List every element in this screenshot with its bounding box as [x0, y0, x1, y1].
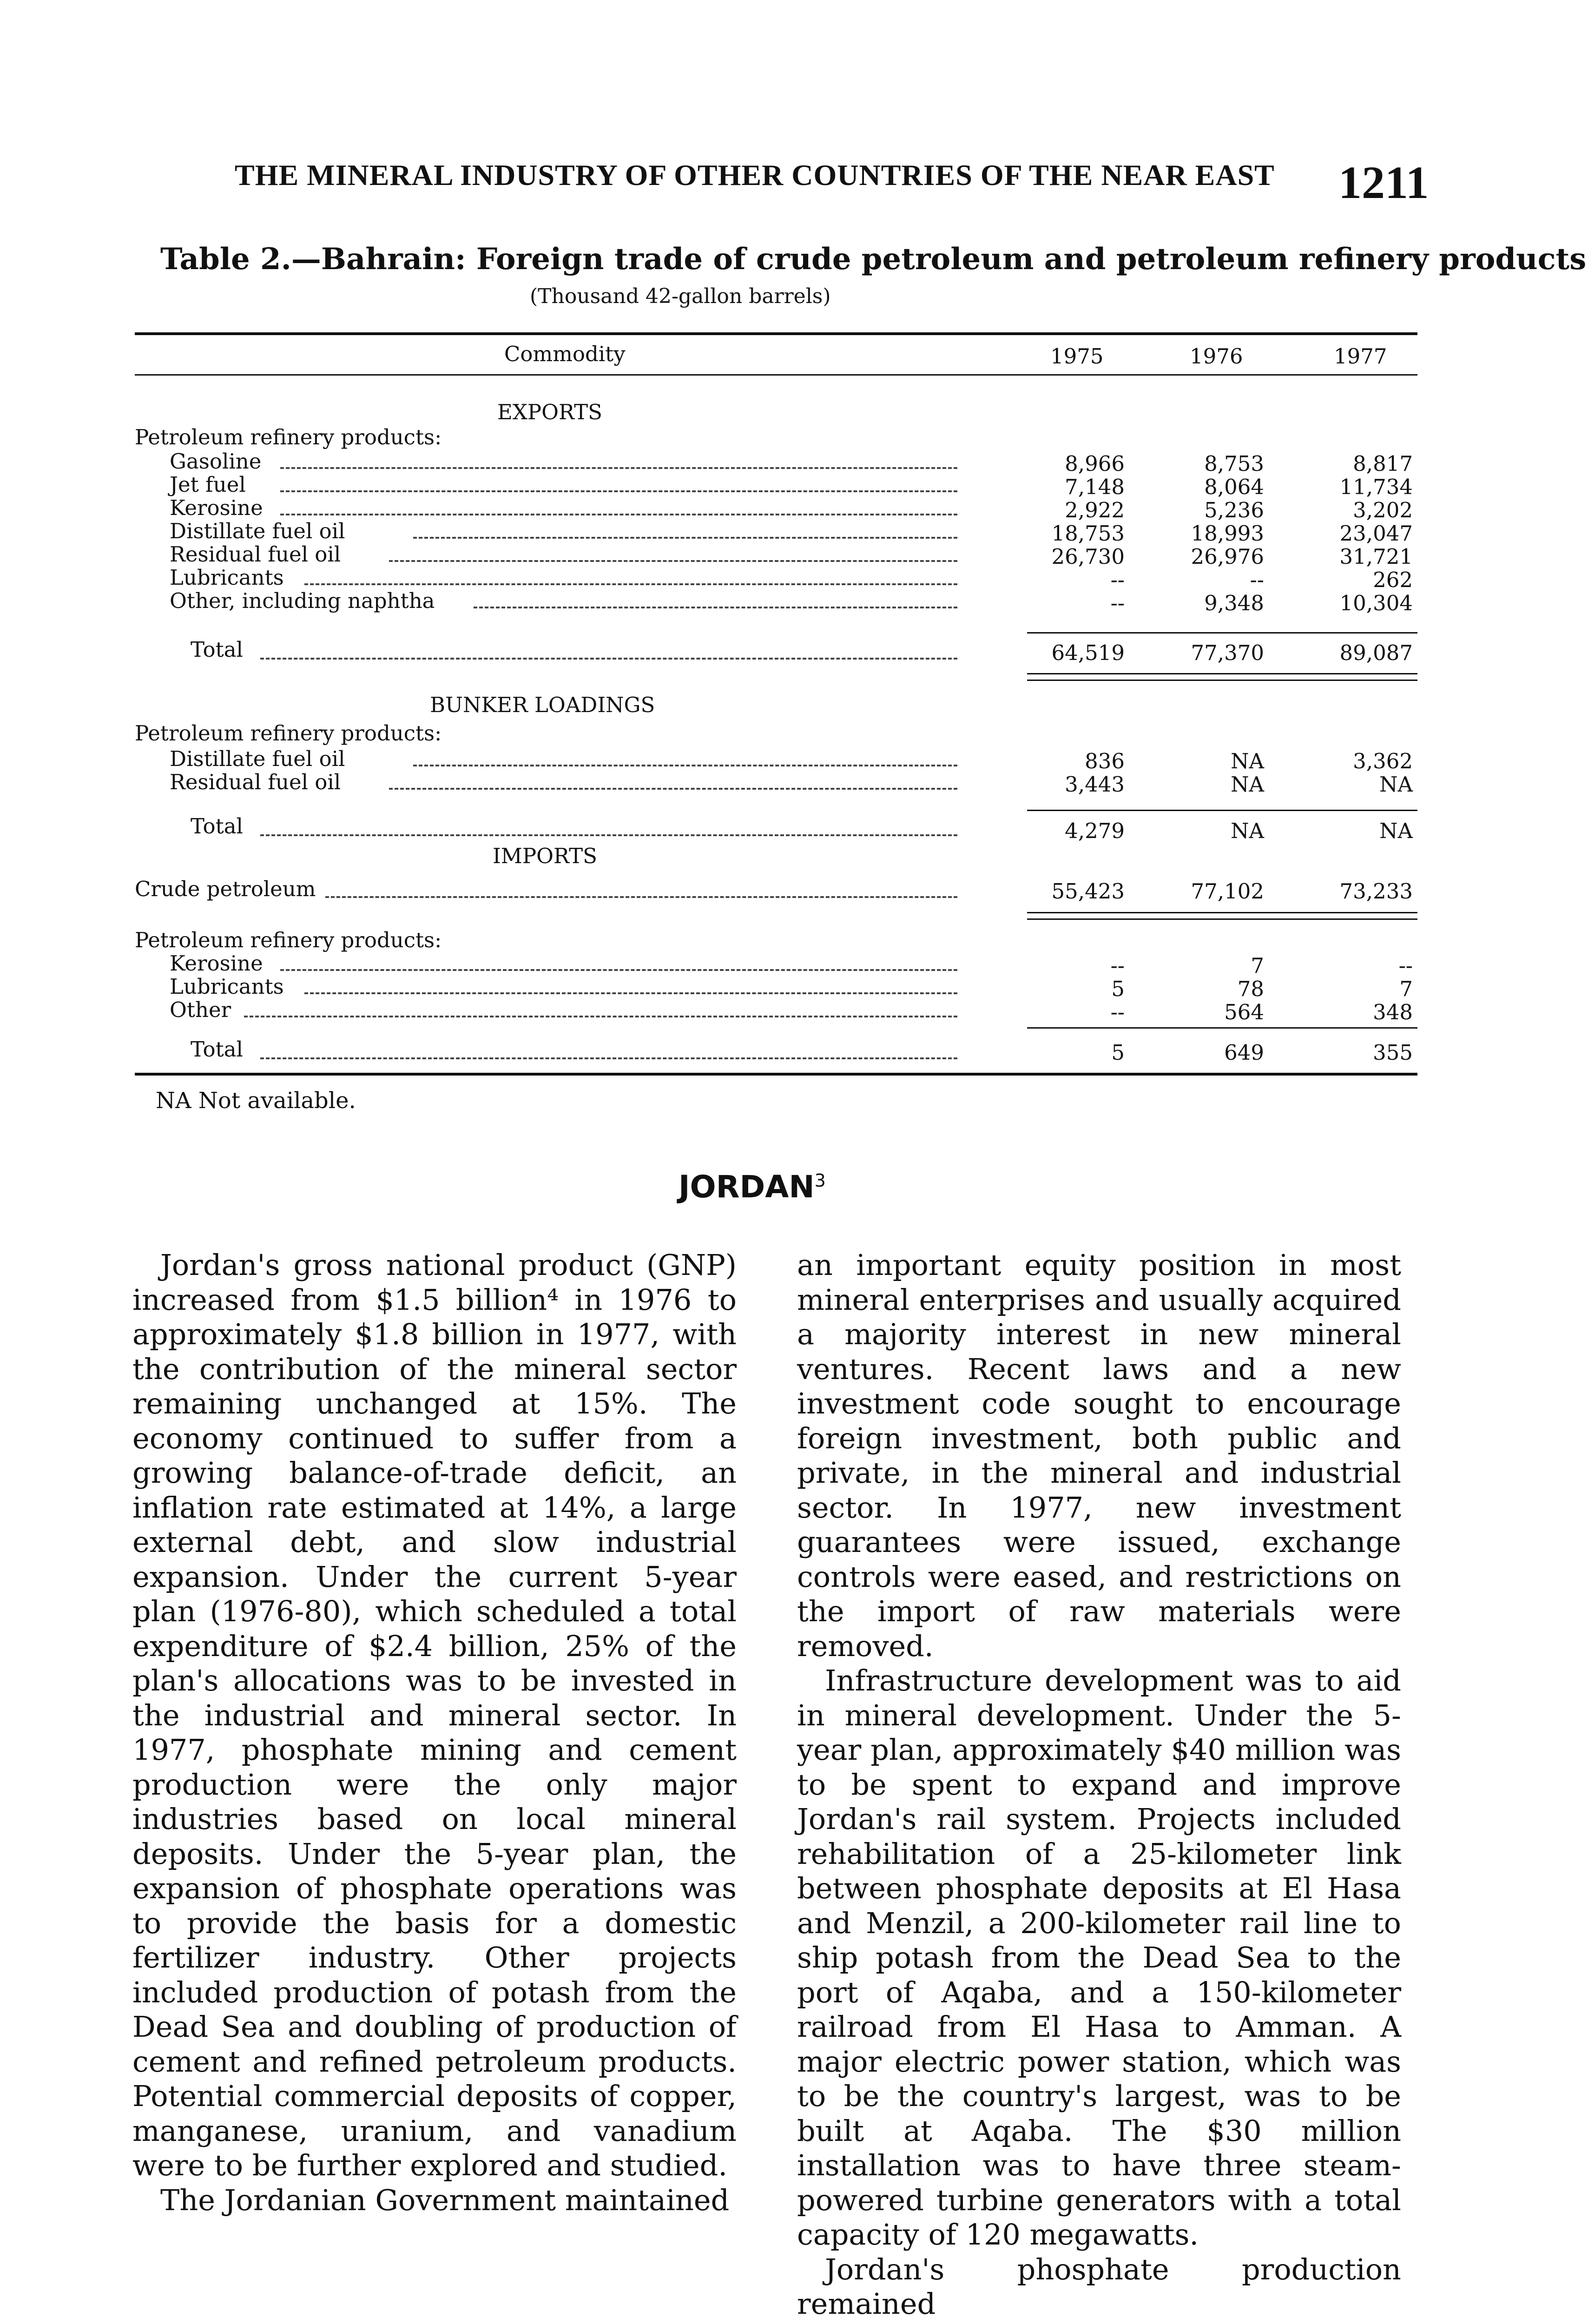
- cell-value: 3,202: [1353, 498, 1413, 522]
- cell-value: 5: [1111, 977, 1125, 1001]
- cell-value: NA: [1379, 819, 1413, 843]
- leader-dots: [304, 583, 957, 585]
- cell-value: 64,519: [1051, 640, 1125, 665]
- row-label: Residual fuel oil: [170, 542, 341, 567]
- row-label: Other, including naphtha: [170, 588, 435, 613]
- col-header-year: 1975: [1050, 344, 1104, 369]
- cell-value: 77,102: [1191, 879, 1264, 904]
- table-top-rule: [135, 332, 1417, 335]
- group-label: Petroleum refinery products:: [135, 928, 442, 952]
- heading-text: JORDAN: [679, 1169, 815, 1205]
- row-label: Other: [170, 997, 231, 1022]
- leader-dots: [260, 1057, 957, 1059]
- group-label: Petroleum refinery products:: [135, 721, 442, 746]
- row-label-total: Total: [191, 1037, 243, 1062]
- leader-dots: [280, 467, 957, 469]
- col-header-commodity: Commodity: [504, 342, 626, 366]
- section-heading-imports: IMPORTS: [493, 844, 597, 868]
- total-rule: [1027, 912, 1417, 913]
- table-caption: Table 2.—Bahrain: Foreign trade of crude petroleum and petroleum refinery products: [160, 242, 1587, 277]
- cell-value: 18,753: [1051, 521, 1125, 546]
- row-label-total: Total: [191, 637, 243, 662]
- total-rule: [1027, 918, 1417, 920]
- cell-value: 5: [1111, 1040, 1125, 1065]
- cell-value: 73,233: [1339, 879, 1413, 904]
- row-label: Jet fuel: [170, 472, 246, 497]
- cell-value: 10,304: [1339, 591, 1413, 615]
- total-rule: [1027, 673, 1417, 674]
- cell-value: 8,966: [1065, 451, 1125, 476]
- total-rule: [1027, 680, 1417, 681]
- cell-value: 7,148: [1065, 475, 1125, 499]
- cell-value: 26,976: [1191, 544, 1264, 569]
- cell-value: --: [1110, 1000, 1125, 1024]
- leader-dots: [389, 788, 957, 790]
- paragraph: Jordan's phosphate production remained: [797, 2252, 1401, 2321]
- cell-value: 18,993: [1191, 521, 1264, 546]
- cell-value: 4,279: [1065, 819, 1125, 843]
- row-label: Crude petroleum: [135, 877, 316, 901]
- cell-value: --: [1250, 568, 1264, 592]
- cell-value: 23,047: [1339, 521, 1413, 546]
- cell-value: 7: [1399, 977, 1413, 1001]
- cell-value: 9,348: [1204, 591, 1264, 615]
- leader-dots: [413, 765, 957, 766]
- leader-dots: [474, 607, 957, 608]
- subtotal-rule: [1027, 632, 1417, 634]
- text-column-right: [797, 1248, 1401, 2322]
- cell-value: --: [1110, 591, 1125, 615]
- table-header-rule: [135, 374, 1417, 376]
- cell-value: 89,087: [1339, 640, 1413, 665]
- cell-value: 8,753: [1204, 451, 1264, 476]
- cell-value: 11,734: [1339, 475, 1413, 499]
- cell-value: 5,236: [1204, 498, 1264, 522]
- row-label: Kerosine: [170, 495, 263, 520]
- cell-value: 348: [1373, 1000, 1413, 1024]
- cell-value: 78: [1237, 977, 1264, 1001]
- paragraph: Infrastructure development was to aid in mineral development. Under the 5-year plan, approximately $40 million was to be spent to expand and improve Jordan's rail system. Projects included rehabilitation of a 25-kilometer link between phosphate deposits at El Hasa and Menzil, a 200-kilometer rail line to ship potash from the Dead Sea to the port of Aqaba, and a 150-kilometer railroad from El Hasa to Amman. A major electric power station, which was to be the country's largest, was to be built at Aqaba. The $30 million installation was to have three steam-powered turbine generators with a total capacity of 120 megawatts.: [797, 1664, 1401, 2251]
- subtotal-rule: [1027, 1027, 1417, 1029]
- section-heading-bunker: BUNKER LOADINGS: [430, 693, 655, 717]
- leader-dots: [325, 896, 957, 898]
- cell-value: NA: [1231, 772, 1264, 797]
- row-label: Lubricants: [170, 974, 284, 999]
- row-label-total: Total: [191, 814, 243, 838]
- row-label: Kerosine: [170, 951, 263, 976]
- subtotal-rule: [1027, 810, 1417, 811]
- paragraph: an important equity position in most mineral enterprises and usually acquired a majority interest in new mineral ventures. Recent laws and a new investment code sought to encourage foreign investment, both public and private, in the mineral and industrial sector. In 1977, new investment guarantees were issued, exchange controls were eased, and restrictions on the import of raw materials were removed.: [797, 1248, 1401, 1663]
- cell-value: 355: [1373, 1040, 1413, 1065]
- cell-value: 564: [1224, 1000, 1264, 1024]
- col-header-year: 1976: [1190, 344, 1243, 369]
- cell-value: --: [1110, 568, 1125, 592]
- table-units: (Thousand 42-gallon barrels): [530, 284, 831, 308]
- row-label: Distillate fuel oil: [170, 519, 345, 543]
- cell-value: 3,362: [1353, 749, 1413, 773]
- leader-dots: [280, 490, 957, 492]
- cell-value: 3,443: [1065, 772, 1125, 797]
- leader-dots: [280, 969, 957, 971]
- cell-value: 55,423: [1051, 879, 1125, 904]
- leader-dots: [389, 560, 957, 562]
- cell-value: NA: [1379, 772, 1413, 797]
- leader-dots: [244, 1016, 957, 1017]
- cell-value: NA: [1231, 819, 1264, 843]
- col-header-year: 1977: [1334, 344, 1387, 369]
- cell-value: 8,817: [1353, 451, 1413, 476]
- cell-value: 26,730: [1051, 544, 1125, 569]
- footnote-ref: 3: [814, 1170, 826, 1191]
- cell-value: 31,721: [1339, 544, 1413, 569]
- cell-value: 8,064: [1204, 475, 1264, 499]
- row-label: Distillate fuel oil: [170, 746, 345, 771]
- leader-dots: [260, 834, 957, 836]
- row-label: Gasoline: [170, 449, 262, 474]
- cell-value: NA: [1231, 749, 1264, 773]
- cell-value: --: [1110, 953, 1125, 978]
- cell-value: 836: [1085, 749, 1125, 773]
- leader-dots: [413, 537, 957, 539]
- cell-value: --: [1398, 953, 1413, 978]
- section-heading-jordan: [679, 1169, 826, 1205]
- running-head: THE MINERAL INDUSTRY OF OTHER COUNTRIES OF THE NEAR EAST: [235, 158, 1275, 191]
- table-bottom-rule: [135, 1073, 1417, 1076]
- text-column-left: [132, 1248, 737, 2218]
- leader-dots: [280, 514, 957, 515]
- paragraph: The Jordanian Government maintained: [160, 2183, 730, 2217]
- page-number: 1211: [1338, 157, 1429, 208]
- cell-value: 2,922: [1065, 498, 1125, 522]
- cell-value: 262: [1373, 568, 1413, 592]
- table-footnote: NA Not available.: [156, 1088, 356, 1114]
- leader-dots: [304, 992, 957, 994]
- row-label: Residual fuel oil: [170, 770, 341, 794]
- group-label: Petroleum refinery products:: [135, 425, 442, 449]
- leader-dots: [260, 658, 957, 660]
- paragraph: Jordan's gross national product (GNP) increased from $1.5 billion⁴ in 1976 to approximately $1.8 billion in 1977, with the contribution of the mineral sector remaining unchanged at 15%. The economy continued to suffer from a growing balance-of-trade deficit, an inflation rate estimated at 14%, a large external debt, and slow industrial expansion. Under the current 5-year plan (1976-80), which scheduled a total expenditure of $2.4 billion, 25% of the plan's allocations was to be invested in the industrial and mineral sector. In 1977, phosphate mining and cement production were the only major industries based on local mineral deposits. Under the 5-year plan, the expansion of phosphate operations was to provide the basis for a domestic fertilizer industry. Other projects included production of potash from the Dead Sea and doubling of production of cement and refined petroleum products. Potential commercial deposits of copper, manganese, uranium, and vanadium were to be further explored and studied.: [132, 1248, 737, 2182]
- cell-value: 649: [1224, 1040, 1264, 1065]
- row-label: Lubricants: [170, 565, 284, 590]
- cell-value: 77,370: [1191, 640, 1264, 665]
- cell-value: 7: [1251, 953, 1264, 978]
- section-heading-exports: EXPORTS: [497, 400, 602, 424]
